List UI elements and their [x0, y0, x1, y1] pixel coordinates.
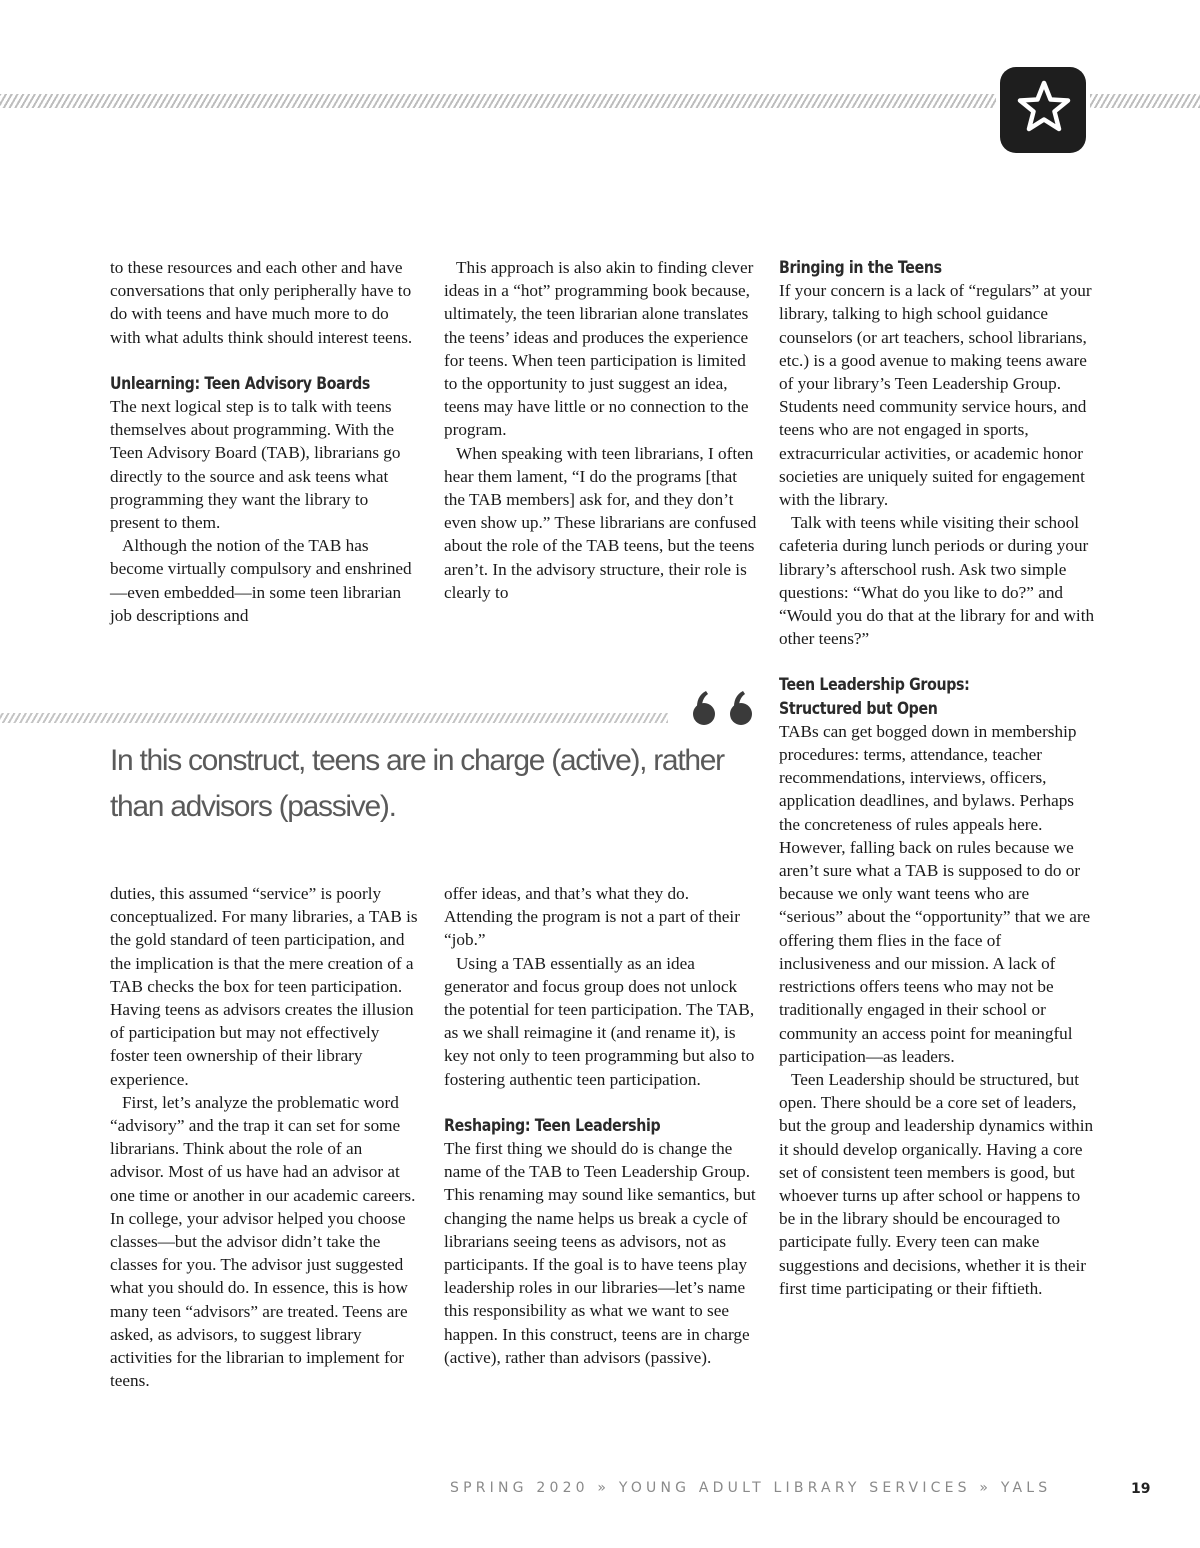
- pullquote-hatch-rule: [0, 713, 668, 723]
- paragraph: TABs can get bogged down in membership procedures: terms, attendance, teacher recommendations, interviews, officers, application deadlines, and bylaws. Perhaps the concreteness of rules appeals here. However, falling back on rules because we aren’t sure what a TAB is supposed to do or because we only want teens who are “serious” about the “opportunity” that we are offering them flies in the face of inclusiveness and our mission. A lack of restrictions offers teens who may not be traditionally engaged in their school or community an access point for meaningful participation—as leaders.: [779, 721, 1091, 1066]
- star-icon: [1016, 79, 1072, 135]
- badge-background: [1000, 67, 1086, 153]
- paragraph: Using a TAB essentially as an idea generator and focus group does not unlock the potential for teen participation. The TAB, as we shall reimagine it (and rename it), is key not only to teen programming but also to fostering authentic teen participation.: [444, 953, 755, 1089]
- paragraph: duties, this assumed “service” is poorly conceptualized. For many libraries, a TAB is the gold standard of teen participation, and the implication is that the mere creation of a TAB checks the box for teen participation. Having teens as advisors creates the illusion of participation but may not effectively foster teen ownership of their library experience.: [110, 884, 418, 1089]
- paragraph: The first thing we should do is change the name of the TAB to Teen Leadership Group. This renaming may sound like semantics, but changing the name helps us break a cycle of librarians seeing teens as advisors, not as participants. If the goal is to have teens play leadership roles in our libraries—let’s name this responsibility as what we want to see happen. In this construct, teens are in charge (active), rather than advisors (passive).: [444, 1139, 756, 1367]
- column-2-top: [444, 256, 760, 604]
- column-1-bottom: [110, 882, 420, 1392]
- section-heading: Bringing in the Teens: [779, 258, 942, 277]
- paragraph: When speaking with teen librarians, I often hear them lament, “I do the programs [that the TAB members] ask for, and they don’t even show up.” These librarians are confused about the role of the TAB teens, but the teens aren’t. In the advisory structure, their role is clearly to: [444, 443, 757, 602]
- section-heading: Unlearning: Teen Advisory Boards: [110, 373, 370, 393]
- paragraph: If your concern is a lack of “regulars” at your library, talking to high school guidance counselors (or art teachers, school librarians, etc.) is a good avenue to making teens aware of your library’s Teen Leadership Group. Students need community service hours, and teens who are not engaged in sports, extracurricular activities, or academic honor societies are uniquely suited for engagement with the library.: [779, 281, 1092, 510]
- paragraph: offer ideas, and that’s what they do. Attending the program is not a part of their “job.”: [444, 884, 740, 950]
- quote-marks-icon: [690, 690, 760, 730]
- section-heading-line-2: Structured but Open: [779, 698, 938, 718]
- column-2-bottom: [444, 882, 760, 1369]
- section-heading: Teen Leadership Groups:: [779, 675, 970, 695]
- paragraph: Teen Leadership should be structured, but open. There should be a core set of leaders, but the group and leadership dynamics within it should develop organically. Having a core set of consistent teen members is good, but whoever turns up after school or happens to be in the library should be encouraged to participate fully. Every teen can make suggestions and decisions, whether it is their first time participating or their fiftieth.: [779, 1069, 1094, 1298]
- paragraph: to these resources and each other and have conversations that only peripherally have to do with teens and have much more to do with what adults think should interest teens.: [110, 258, 413, 347]
- running-footer: SPRING 2020 » YOUNG ADULT LIBRARY SERVICES » YALS: [450, 1480, 1052, 1496]
- pullquote-text: In this construct, teens are in charge (active), rather than advisors (passive).: [110, 744, 724, 823]
- paragraph: First, let’s analyze the problematic word “advisory” and the trap it can set for some librarians. Think about the role of an advisor. Most of us have had an advisor at one time or another in our academic careers. In college, your advisor helped you choose classes—but the advisor didn’t take the classes for you. The advisor just suggested what you should do. In essence, this is how many teen “advisors” are treated. Teens are asked, as advisors, to suggest library activities for the librarian to implement for teens.: [110, 1092, 416, 1391]
- paragraph: This approach is also akin to finding clever ideas in a “hot” programming book because, ultimately, the teen librarian alone translates the teens’ ideas and produces the experience for teens. When teen participation is limited to the opportunity to just suggest an idea, teens may have little or no connection to the program.: [444, 258, 754, 440]
- page-number: 19: [1131, 1481, 1151, 1497]
- paragraph: The next logical step is to talk with teens themselves about programming. With the Teen Advisory Board (TAB), librarians go directly to the source and ask teens what programming they want the library to present to them.: [110, 397, 401, 533]
- section-heading: Reshaping: Teen Leadership: [444, 1115, 661, 1135]
- section-badge: [996, 63, 1090, 157]
- column-1-top: [110, 256, 420, 627]
- column-3: [779, 256, 1095, 1300]
- paragraph: Although the notion of the TAB has become virtually compulsory and enshrined—even embedded—in some teen librarian job descriptions and: [110, 536, 412, 625]
- paragraph: Talk with teens while visiting their school cafeteria during lunch periods or during your library’s afterschool rush. Ask two simple questions: “What do you like to do?” and “Would you do that at the library for and with other teens?”: [779, 513, 1095, 649]
